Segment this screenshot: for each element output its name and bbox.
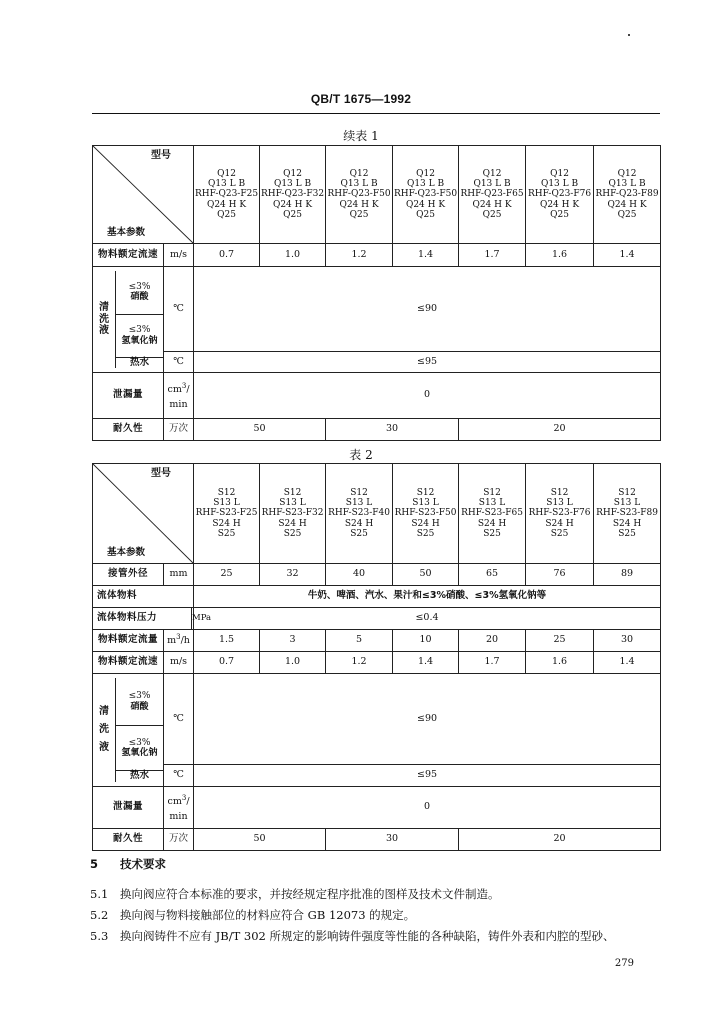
value-cell: 1.2 <box>326 244 393 267</box>
cleaning-group-cell <box>93 674 164 787</box>
value-cell: 1.2 <box>326 652 393 674</box>
value-cell: 1.6 <box>526 244 594 267</box>
value-cell: 1.4 <box>594 244 661 267</box>
table2-model-row <box>93 464 661 564</box>
scan-speck <box>628 34 630 36</box>
param-label: 流体物料 <box>93 586 194 608</box>
value-cell: 1.7 <box>459 652 526 674</box>
table2-model-col: S12 S13 L RHF-S23-F25 S24 H S25 <box>194 464 260 564</box>
param-label: 接管外径 <box>93 564 164 586</box>
durability-value: 30 <box>326 419 459 441</box>
value-cell: 1.4 <box>393 652 459 674</box>
cleaning-side-label: 清 洗 液 <box>99 302 109 337</box>
param-label: 泄漏量 <box>93 787 164 829</box>
value-cell: 50 <box>393 564 459 586</box>
table2-leakage-row <box>93 787 661 829</box>
cleaning-naoh: ≤3% 氢氧化钠 <box>116 726 163 771</box>
table2-hotwater-row <box>93 765 661 787</box>
table2-model-col: S12 S13 L RHF-S23-F50 S24 H S25 <box>393 464 459 564</box>
table1-corner-cell <box>93 146 194 244</box>
value-cell: 1.7 <box>459 244 526 267</box>
value-cell: 1.5 <box>194 630 260 652</box>
table2-model-col: S12 S13 L RHF-S23-F40 S24 H S25 <box>326 464 393 564</box>
value-cell: 1.4 <box>393 244 459 267</box>
clause-5-1: 5.1 换向阀应符合本标准的要求，并按经规定程序批准的图样及技术文件制造。 <box>90 887 500 901</box>
durability-value: 50 <box>194 829 326 851</box>
table2-model-col: S12 S13 L RHF-S23-F32 S24 H S25 <box>260 464 326 564</box>
cleaning-nitric: ≤3% 硝酸 <box>116 271 163 315</box>
cleaning-hot-water: 热水 <box>129 770 149 782</box>
leakage-value: 0 <box>194 787 661 829</box>
table1-model-col: Q12 Q13 L B RHF-Q23-F89 Q24 H K Q25 <box>594 146 661 244</box>
durability-value: 30 <box>326 829 459 851</box>
cleaning-hot-water: 热水 <box>129 356 149 368</box>
table1-model-col: Q12 Q13 L B RHF-Q23-F50 Q24 H K Q25 <box>326 146 393 244</box>
durability-value: 50 <box>194 419 326 441</box>
table2 <box>92 463 661 851</box>
table1-hotwater-row <box>93 352 661 373</box>
durability-value: 20 <box>459 419 661 441</box>
table1-corner-bottom: 基本参数 <box>107 227 146 239</box>
param-label: 耐久性 <box>93 419 164 441</box>
table1-model-col: Q12 Q13 L B RHF-Q23-F76 Q24 H K Q25 <box>526 146 594 244</box>
table1-model-col: Q12 Q13 L B RHF-Q23-F50 Q24 H K Q25 <box>393 146 459 244</box>
clause-5-3: 5.3 换向阀铸件不应有 JB/T 302 所规定的影响铸件强度等性能的各种缺陷，铸件外表和内腔的型砂、 <box>90 929 615 943</box>
param-label: 泄漏量 <box>93 373 164 419</box>
table1-leakage-row <box>93 373 661 419</box>
param-unit: MPa <box>192 608 194 630</box>
param-label: 物料额定流速 <box>93 244 164 267</box>
value-cell: 25 <box>194 564 260 586</box>
clause-5-2: 5.2 换向阀与物料接触部位的材料应符合 GB 12073 的规定。 <box>90 908 416 922</box>
table2-model-col: S12 S13 L RHF-S23-F89 S24 H S25 <box>594 464 661 564</box>
param-unit: 万次 <box>164 829 194 851</box>
header-rule <box>92 113 660 114</box>
fluid-value: 牛奶、啤酒、汽水、果汁和≤3%硝酸、≤3%氢氧化钠等 <box>194 586 661 608</box>
value-cell: 25 <box>526 630 594 652</box>
hot-value: ≤95 <box>194 765 661 787</box>
value-cell: 10 <box>393 630 459 652</box>
durability-value: 20 <box>459 829 661 851</box>
value-cell: 89 <box>594 564 661 586</box>
param-label: 物料额定流量 <box>93 630 164 652</box>
value-cell: 76 <box>526 564 594 586</box>
value-cell: 1.0 <box>260 244 326 267</box>
table2-durability-row <box>93 829 661 851</box>
table1 <box>92 145 661 441</box>
table2-fluid-row <box>93 586 661 608</box>
param-unit: mm <box>164 564 194 586</box>
table2-model-col: S12 S13 L RHF-S23-F76 S24 H S25 <box>526 464 594 564</box>
param-unit: $cm^3/$ min <box>164 373 194 419</box>
value-cell: 20 <box>459 630 526 652</box>
param-label: 流体物料压力 <box>93 608 192 630</box>
table2-flowrate-row <box>93 630 661 652</box>
table1-corner-top: 型号 <box>151 150 172 161</box>
value-cell: 1.0 <box>260 652 326 674</box>
table1-model-col: Q12 Q13 L B RHF-Q23-F32 Q24 H K Q25 <box>260 146 326 244</box>
table2-pipe-row <box>93 564 661 586</box>
hot-unit: ℃ <box>164 765 194 787</box>
table1-durability-row <box>93 419 661 441</box>
value-cell: 1.6 <box>526 652 594 674</box>
table1-model-col: Q12 Q13 L B RHF-Q23-F25 Q24 H K Q25 <box>194 146 260 244</box>
acid-value: ≤90 <box>194 267 661 352</box>
value-cell: 0.7 <box>194 244 260 267</box>
section-heading: 5 技术要求 <box>90 857 166 871</box>
acid-unit: ℃ <box>164 674 194 765</box>
table2-caption: 表 2 <box>349 448 373 462</box>
cleaning-naoh: ≤3% 氢氧化钠 <box>116 315 163 358</box>
param-unit: $cm^3/$ min <box>164 787 194 829</box>
cleaning-group-cell <box>93 267 164 373</box>
acid-unit: ℃ <box>164 267 194 352</box>
table1-nitric-row <box>93 267 661 310</box>
table1-flow-speed-row <box>93 244 661 267</box>
value-cell: 3 <box>260 630 326 652</box>
pressure-value: ≤0.4 <box>194 608 661 630</box>
table2-flow-speed-row <box>93 652 661 674</box>
leakage-value: 0 <box>194 373 661 419</box>
value-cell: 0.7 <box>194 652 260 674</box>
table2-nitric-row <box>93 674 661 721</box>
param-unit: m/s <box>164 652 194 674</box>
table2-corner-top: 型号 <box>151 468 172 479</box>
value-cell: 40 <box>326 564 393 586</box>
table2-pressure-row <box>93 608 661 630</box>
standard-header: QB/T 1675—1992 <box>310 92 412 106</box>
table1-model-row <box>93 146 661 244</box>
param-unit: m/s <box>164 244 194 267</box>
param-label: 物料额定流速 <box>93 652 164 674</box>
value-cell: 1.4 <box>594 652 661 674</box>
page-number: 279 <box>614 958 634 969</box>
cleaning-nitric: ≤3% 硝酸 <box>116 678 163 726</box>
acid-value: ≤90 <box>194 674 661 765</box>
table2-corner-cell <box>93 464 194 564</box>
value-cell: 65 <box>459 564 526 586</box>
hot-value: ≤95 <box>194 352 661 373</box>
param-unit: 万次 <box>164 419 194 441</box>
table2-model-col: S12 S13 L RHF-S23-F65 S24 H S25 <box>459 464 526 564</box>
value-cell: 5 <box>326 630 393 652</box>
cleaning-side-label: 清 洗 液 <box>99 705 109 753</box>
param-label: 耐久性 <box>93 829 164 851</box>
table1-caption: 续表 1 <box>343 129 379 143</box>
param-unit: $m^3/h$ <box>164 630 194 652</box>
hot-unit: ℃ <box>164 352 194 373</box>
table2-corner-bottom: 基本参数 <box>107 547 146 559</box>
value-cell: 30 <box>594 630 661 652</box>
value-cell: 32 <box>260 564 326 586</box>
table1-model-col: Q12 Q13 L B RHF-Q23-F65 Q24 H K Q25 <box>459 146 526 244</box>
